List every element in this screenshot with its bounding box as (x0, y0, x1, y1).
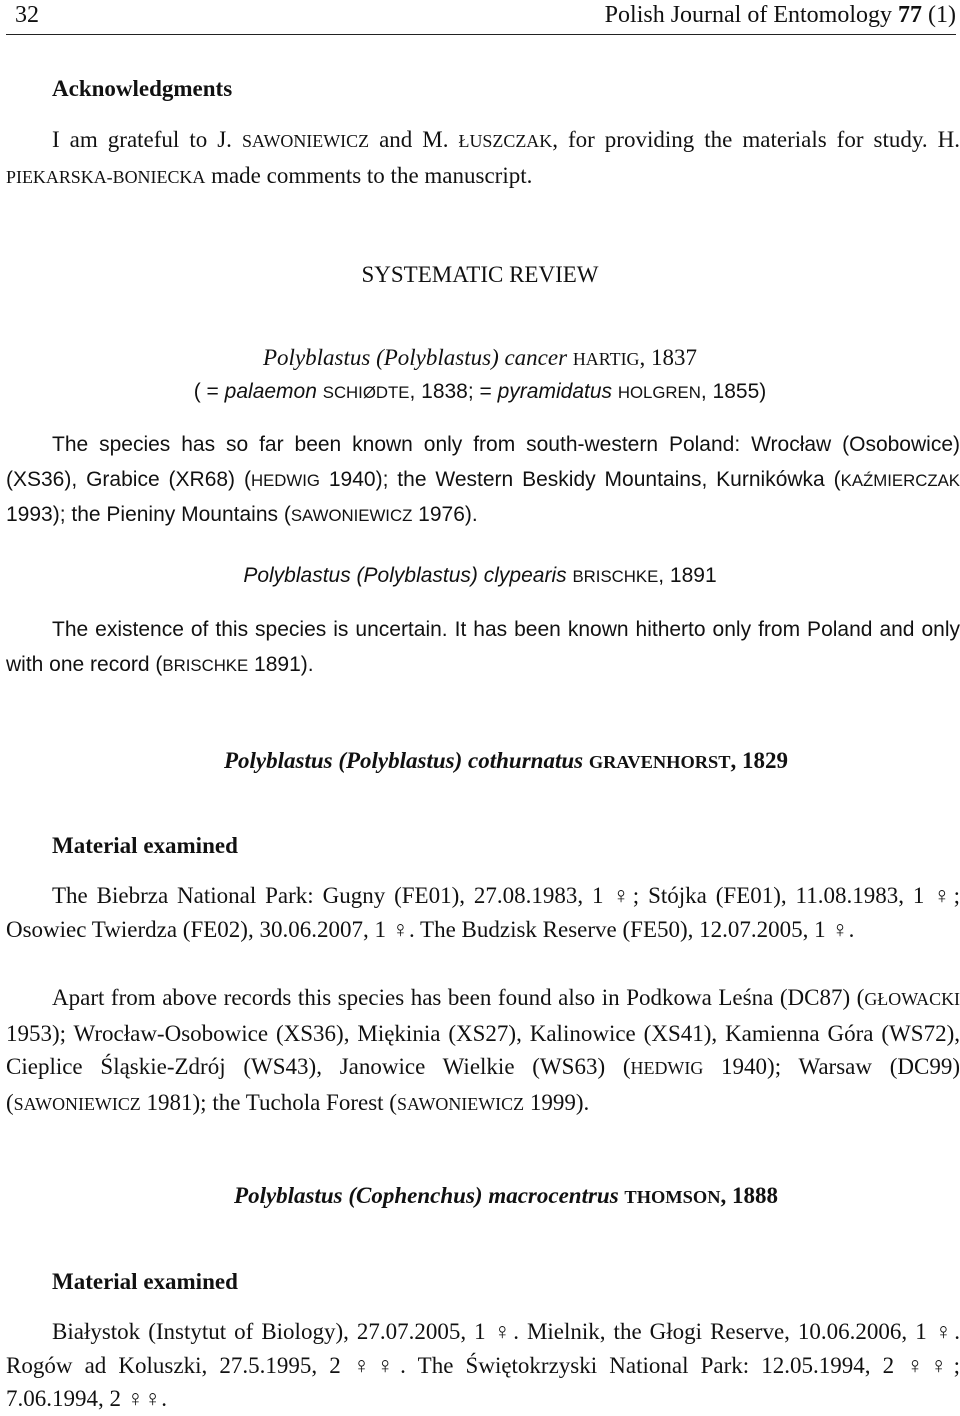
species-clypearis-text (6, 613, 960, 683)
running-header (6, 0, 956, 35)
species-macrocentrus-title (26, 1183, 960, 1209)
cothurnatus-ref-sawoniewicz-1981: SAWONIEWICZ (13, 1093, 141, 1114)
cothurnatus-text-d: 1981); the Tuchola Forest ( (140, 1089, 397, 1115)
ack-text-3: , for providing the materials for study. H. (552, 127, 960, 152)
cothurnatus-text-a: Apart from above records this species has been found also in Podkowa Leśna (DC87) ( (52, 985, 865, 1010)
species-cancer-title (0, 345, 960, 371)
cothurnatus-text-b: 1953); Wrocław-Osobowice (XS36), Miękinia (XS27), Kalinowice (XS41), Kamienna Góra (WS72), Cieplice Śląskie-Zdrój (WS43), Janowice Wielkie (WS63) ( (6, 1020, 960, 1079)
species-cancer-synonyms (0, 380, 960, 404)
species-cothurnatus-name: Polyblastus (Polyblastus) cothurnatus (223, 748, 584, 773)
ack-text-4: made comments to the manuscript. (205, 162, 533, 188)
syn-pyramidatus: pyramidatus (497, 380, 613, 403)
ack-name-piekarska: PIEKARSKA-BONIECKA (6, 166, 206, 187)
cancer-text-b: 1940); the Western Beskidy Mountains, Kurnikówka ( (319, 467, 841, 491)
syn-pyramidatus-year: , 1855) (700, 380, 767, 403)
species-macrocentrus-year: , 1888 (720, 1183, 778, 1208)
journal-issue: (1) (928, 2, 956, 28)
cothurnatus-text-e: 1999). (524, 1089, 590, 1115)
clypearis-ref-brischke: BRISCHKE (162, 655, 249, 675)
cothurnatus-ref-glowacki: GŁOWACKI (864, 989, 960, 1009)
species-clypearis-name: Polyblastus (Polyblastus) clypearis (243, 564, 567, 587)
species-cothurnatus-year: , 1829 (730, 748, 789, 773)
cothurnatus-text-c: 1940); Warsaw (DC99) ( (6, 1054, 960, 1115)
clypearis-text-a: The existence of this species is uncertain. It has been known hitherto only from Poland and only with one record ( (6, 618, 960, 676)
syn-palaemon: palaemon (224, 380, 317, 403)
cothurnatus-material-text: The Biebrza National Park: Gugny (FE01), 27.08.1983, 1 ♀; Stójka (FE01), 11.08.1983, 1 ♀; Osowiec Twierdza (FE02), 30.06.2007, 1 ♀. The Budzisk Reserve (FE50), 12.07.2005, 1 ♀. (6, 883, 960, 942)
ack-text-2: and M. (369, 127, 459, 152)
acknowledgments-heading: Acknowledgments (52, 76, 233, 101)
cancer-ref-hedwig: HEDWIG (250, 470, 320, 490)
journal-volume: 77 (898, 2, 923, 28)
species-cothurnatus-title (26, 748, 960, 774)
clypearis-text-b: 1891). (248, 652, 314, 676)
species-cancer-name: Polyblastus (Polyblastus) cancer (263, 345, 568, 370)
species-macrocentrus-author: THOMSON (624, 1187, 721, 1207)
species-macrocentrus-name: Polyblastus (Cophenchus) macrocentrus (234, 1183, 619, 1208)
cancer-text-d: 1976). (412, 503, 478, 526)
ack-name-sawoniewicz: SAWONIEWICZ (241, 131, 370, 151)
cothurnatus-distribution (6, 981, 960, 1121)
systematic-review-heading: SYSTEMATIC REVIEW (361, 262, 599, 287)
species-cancer-year: , 1837 (639, 345, 697, 370)
species-cothurnatus-author: GRAVENHORST (588, 752, 731, 772)
cothurnatus-ref-sawoniewicz-1999: SAWONIEWICZ (396, 1093, 525, 1114)
species-clypearis-author: BRISCHKE (572, 567, 659, 586)
syn-palaemon-year: , 1838; = (409, 380, 498, 403)
syn-pyramidatus-author: HOLGREN (617, 383, 701, 402)
species-clypearis-title (0, 564, 960, 588)
cancer-ref-kazmierczak: KAŹMIERCZAK (840, 470, 960, 490)
ack-text-1: I am grateful to J. (52, 127, 242, 152)
macrocentrus-material-heading: Material examined (52, 1269, 238, 1294)
syn-open: ( = (193, 380, 225, 403)
cancer-text-c: 1993); the Pieniny Mountains ( (6, 503, 291, 526)
syn-palaemon-author: SCHIØDTE (322, 383, 410, 402)
macrocentrus-material-text: Białystok (Instytut of Biology), 27.07.2005, 1 ♀. Mielnik, the Głogi Reserve, 10.06.2006, 1 ♀. Rogów ad Koluszki, 27.5.1995, 2 ♀♀. The Świętokrzyski National Park: 12.05.1994, 2 ♀♀; 7.06.1994, 2 ♀♀. (6, 1319, 960, 1411)
cancer-ref-sawoniewicz: SAWONIEWICZ (290, 506, 413, 525)
cothurnatus-material-heading: Material examined (52, 833, 238, 858)
species-cancer-author: HARTIG (572, 349, 640, 369)
species-cancer-distribution (6, 428, 960, 534)
ack-name-luszczak: ŁUSZCZAK (458, 131, 553, 151)
acknowledgments-text (6, 123, 960, 194)
species-clypearis-year: , 1891 (658, 564, 717, 587)
journal-name: Polish Journal of Entomology (604, 2, 893, 28)
cothurnatus-ref-hedwig: HEDWIG (630, 1058, 704, 1078)
page-number: 32 (15, 2, 39, 28)
cancer-text-a: The species has so far been known only from south-western Poland: Wrocław (Osobowice) (XS36), Grabice (XR68) ( (6, 433, 960, 491)
journal-citation (605, 2, 956, 29)
